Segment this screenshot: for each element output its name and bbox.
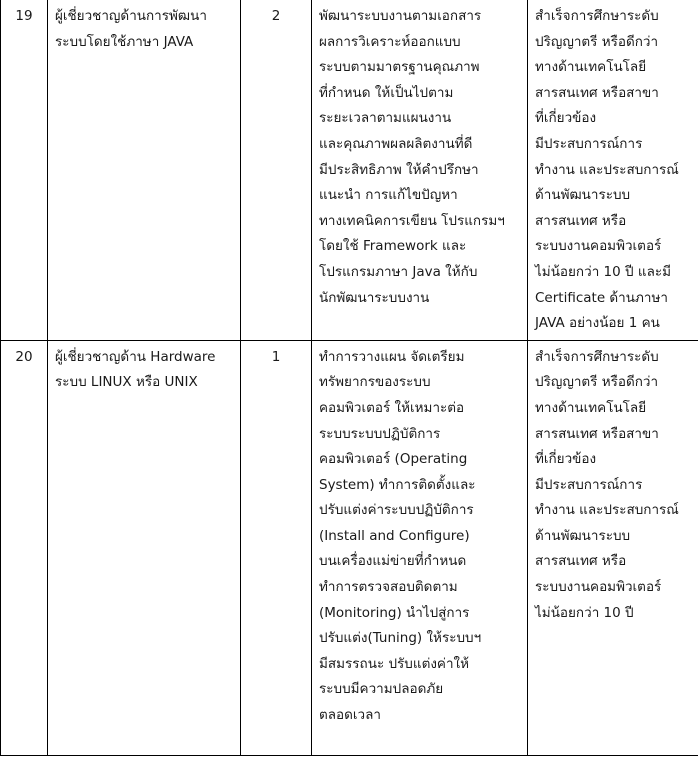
qualifications: สำเร็จการศึกษาระดับ ปริญญาตรี หรือดีกว่า ทางด้านเทคโนโลยี สารสนเทศ หรือสาขา ที่เกี่ยวข้อง มีประสบการณ์การ ทำงาน และประสบการณ์ ด้านพัฒนาระบบ สารสนเทศ หรือ ระบบงานคอมพิวเตอร์ ไม่น้อยกว่า 10 ปี <box>528 340 698 755</box>
row-number: 20 <box>1 340 48 755</box>
row-number: 19 <box>1 0 48 340</box>
table-row <box>1 340 698 755</box>
position-quantity: 1 <box>241 340 312 755</box>
position-title: ผู้เชี่ยวชาญด้านการพัฒนา ระบบโดยใช้ภาษา JAVA <box>48 0 241 340</box>
position-quantity: 2 <box>241 0 312 340</box>
position-title: ผู้เชี่ยวชาญด้าน Hardware ระบบ LINUX หรือ UNIX <box>48 340 241 755</box>
job-duties: พัฒนาระบบงานตามเอกสาร ผลการวิเคราะห์ออกแบบ ระบบตามมาตรฐานคุณภาพ ที่กำหนด ให้เป็นไปตาม ระยะเวลาตามแผนงาน และคุณภาพผลผลิตงานที่ดี มีประสิทธิภาพ ให้คำปรึกษา แนะนำ การแก้ไขปัญหา ทางเทคนิคการเขียน โปรแกรมฯ โดยใช้ Framework และ โปรแกรมภาษา Java ให้กับ นักพัฒนาระบบงาน <box>312 0 528 340</box>
table-row <box>1 0 698 340</box>
job-duties: ทำการวางแผน จัดเตรียม ทรัพยากรของระบบ คอมพิวเตอร์ ให้เหมาะต่อ ระบบระบบปฏิบัติการ คอมพิวเตอร์ (Operating System) ทำการติดตั้งและ ปรับแต่งค่าระบบปฏิบัติการ (Install and Configure) บนเครื่องแม่ข่ายที่กำหนด ทำการตรวจสอบติดตาม (Monitoring) นำไปสู่การ ปรับแต่ง(Tuning) ให้ระบบฯ มีสมรรถนะ ปรับแต่งค่าให้ ระบบมีความปลอดภัย ตลอดเวลา <box>312 340 528 755</box>
qualifications: สำเร็จการศึกษาระดับ ปริญญาตรี หรือดีกว่า ทางด้านเทคโนโลยี สารสนเทศ หรือสาขา ที่เกี่ยวข้อง มีประสบการณ์การ ทำงาน และประสบการณ์ ด้านพัฒนาระบบ สารสนเทศ หรือ ระบบงานคอมพิวเตอร์ ไม่น้อยกว่า 10 ปี และมี Certificate ด้านภาษา JAVA อย่างน้อย 1 คน <box>528 0 698 340</box>
